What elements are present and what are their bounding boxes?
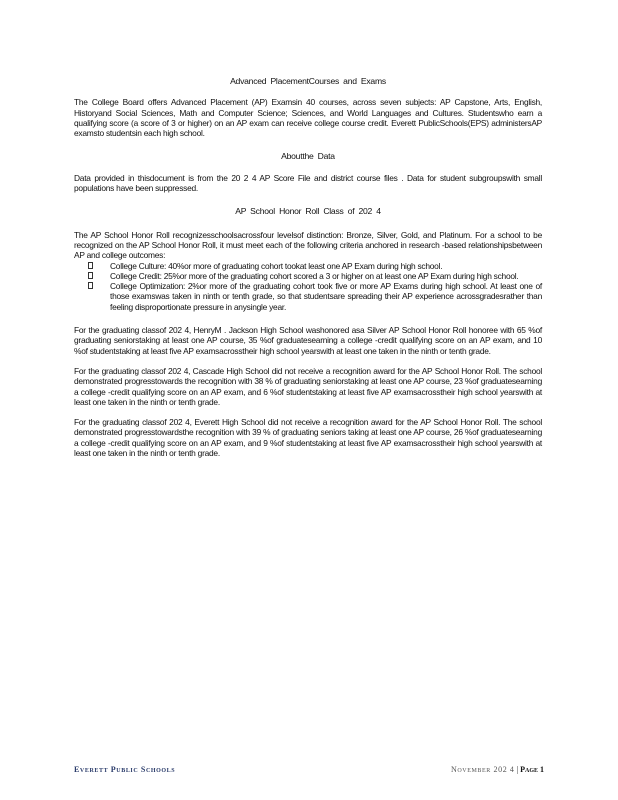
criteria-item-college-credit bbox=[88, 271, 542, 281]
section-heading-ap-courses: Advanced PlacementCourses and Exams bbox=[230, 76, 386, 86]
section-heading-about-data: Aboutthe Data bbox=[281, 151, 335, 162]
footer-page-info bbox=[451, 765, 544, 774]
jackson-high-paragraph: For the graduating classof 202 4, HenryM . Jackson High School washonored asa Silver AP School Honor Roll honoree with 65 %of graduating seniorstaking at least one AP course, 35 %of graduatesearning a college -credit qualifying score on an AP exam, and 10 %of studentstaking at least five AP examsacrosstheir high school yearswith at least one taken in the ninth or tenth grade. bbox=[74, 325, 542, 356]
bullet-box-icon bbox=[88, 282, 93, 289]
criteria-text: College Credit: 25%or more of the graduating cohort scored a 3 or higher on at least one AP Exam during high school. bbox=[110, 270, 519, 281]
criteria-text: College Culture: 40%or more of graduating cohort tookat least one AP Exam during high school. bbox=[110, 260, 443, 271]
criteria-item-college-optimization bbox=[88, 281, 542, 312]
criteria-text: College Optimization: 2%or more of the graduating cohort took five or more AP Exams during high school. At least one of those examswas taken in ninth or tenth grade, so that studentsare spreading their AP experience acrossgradesrather than feeling disproportionate pressure in anysingle year. bbox=[110, 281, 542, 312]
footer-date: November 202 4 bbox=[450, 765, 515, 774]
section-heading-honor-roll: AP School Honor Roll Class of 202 4 bbox=[235, 206, 381, 217]
bullet-box-icon bbox=[88, 262, 93, 269]
page-body bbox=[74, 0, 542, 458]
everett-high-paragraph: For the graduating classof 202 4, Everett High School did not receive a recognition award for the AP School Honor Roll. The school demonstrated progresstowardsthe recognition with 39 % of graduating seniors taking at least one AP course, 26 %of graduatesearning a college -credit qualifying score on an AP exam, and 9 %of studentstaking at least five AP examsacrosstheir high school yearswith at least one taken in the ninth or tenth grade. bbox=[74, 417, 542, 459]
cascade-high-paragraph: For the graduating classof 202 4, Cascade High School did not receive a recognition award for the AP School Honor Roll. The school demonstrated progresstowards the recognition with 38 % of graduating seniorstaking at least one AP course, 23 %of graduatesearning a college -credit qualifying score on an AP exam, and 6 %of studentstaking at least five AP examsacrosstheir high school yearswith at least one taken in the ninth or tenth grade. bbox=[74, 365, 542, 407]
bullet-box-icon bbox=[88, 272, 93, 279]
honor-roll-intro-paragraph: The AP School Honor Roll recognizesschoolsacrossfour levelsof distinction: Bronze, Silver, Gold, and Platinum. For a school to be recognized on the AP School Honor Roll, it must meet each of the following criteria anchored in research -based relationshipsbetween AP and college outcomes: bbox=[74, 229, 542, 261]
about-data-paragraph: Data provided in thisdocument is from the 20 2 4 AP Score File and district course files . Data for student subgroupswith small populations have been suppressed. bbox=[74, 172, 542, 194]
footer-page-label: Page bbox=[520, 765, 538, 774]
criteria-list bbox=[74, 261, 542, 312]
footer-separator: | bbox=[516, 765, 519, 774]
criteria-item-college-culture bbox=[88, 261, 542, 271]
ap-courses-paragraph: The College Board offers Advanced Placement (AP) Examsin 40 courses, across seven subjects: AP Capstone, Arts, English, Historyand Social Sciences, Math and Computer Science; Sciences, and World Languages and Cultures. Studentswho earn a qualifying score (a score of 3 or higher) on an AP exam can receive college course credit. Everett PublicSchools(EPS) administersAP examsto studentsin each high school. bbox=[74, 97, 542, 139]
footer-page-number: 1 bbox=[540, 765, 544, 774]
footer-organization: Everett Public Schools bbox=[74, 765, 176, 774]
